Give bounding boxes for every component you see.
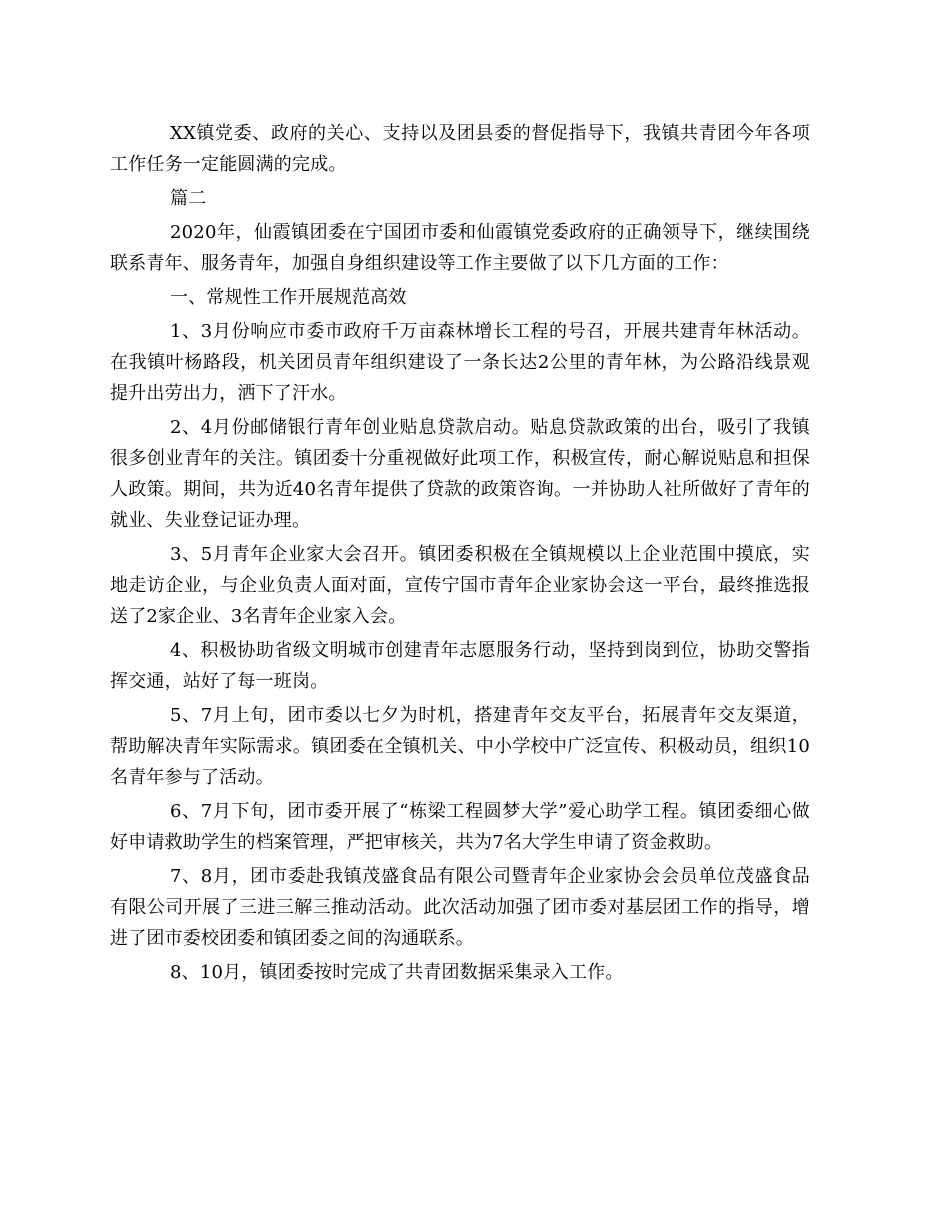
list-item-5: 5、7月上旬，团市委以七夕为时机，搭建青年交友平台，拓展青年交友渠道，帮助解决青年实际需求。镇团委在全镇机关、中小学校中广泛宣传、积极动员，组织10名青年参与了活动。	[110, 705, 810, 788]
paragraph-intro: 2020年，仙霞镇团委在宁国团市委和仙霞镇党委政府的正确领导下，继续围绕联系青年、服务青年，加强自身组织建设等工作主要做了以下几方面的工作：	[110, 222, 810, 274]
list-item-6: 6、7月下旬，团市委开展了“栋梁工程圆梦大学”爱心助学工程。镇团委细心做好申请救助学生的档案管理，严把审核关，共为7名大学生申请了资金救助。	[110, 801, 810, 853]
section-heading-routine-work: 一、常规性工作开展规范高效	[170, 287, 407, 308]
list-item-4: 4、积极协助省级文明城市创建青年志愿服务行动，坚持到岗到位，协助交警指挥交通，站好了每一班岗。	[110, 640, 810, 692]
list-item-1: 1、3月份响应市委市政府千万亩森林增长工程的号召，开展共建青年林活动。在我镇叶杨路段，机关团员青年组织建设了一条长达2公里的青年林，为公路沿线景观提升出劳出力，洒下了汗水。	[110, 321, 810, 404]
paragraph-continuation: XX镇党委、政府的关心、支持以及团县委的督促指导下，我镇共青团今年各项工作任务一定能圆满的完成。	[110, 123, 810, 175]
list-item-2: 2、4月份邮储银行青年创业贴息贷款启动。贴息贷款政策的出台，吸引了我镇很多创业青年的关注。镇团委十分重视做好此项工作，积极宣传，耐心解说贴息和担保人政策。期间，共为近40名青年提供了贷款的政策咨询。一并协助人社所做好了青年的就业、失业登记证办理。	[110, 417, 810, 531]
list-item-7: 7、8月，团市委赴我镇茂盛食品有限公司暨青年企业家协会会员单位茂盛食品有限公司开展了三进三解三推动活动。此次活动加强了团市委对基层团工作的指导，增进了团市委校团委和镇团委之间的沟通联系。	[110, 866, 810, 949]
document-body	[110, 118, 810, 991]
section-heading-part-two: 篇二	[170, 188, 207, 209]
list-item-8: 8、10月，镇团委按时完成了共青团数据采集录入工作。	[170, 962, 624, 983]
list-item-3: 3、5月青年企业家大会召开。镇团委积极在全镇规模以上企业范围中摸底，实地走访企业，与企业负责人面对面，宣传宁国市青年企业家协会这一平台，最终推选报送了2家企业、3名青年企业家入会。	[110, 544, 810, 627]
